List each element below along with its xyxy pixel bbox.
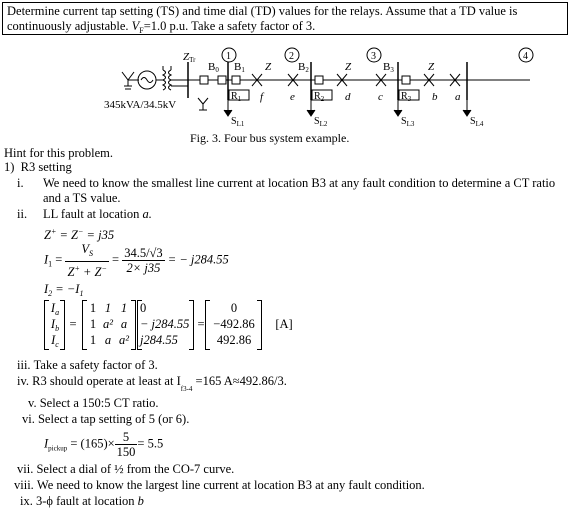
step-ii-num: ii. <box>17 207 28 221</box>
vf-symbol: V <box>131 19 140 33</box>
problem-text: continuously adjustable. <box>7 19 132 33</box>
step-i-text-2: and a TS value. <box>43 191 121 205</box>
step-ii-text: LL fault at location a. <box>43 207 152 221</box>
bus-b1-label: B1 <box>234 61 245 74</box>
bus-number-4: 4 <box>523 51 528 62</box>
problem-line-1: Determine current tap setting (TS) and time dial (TD) values for the relays. Assume that a TD value is <box>7 4 518 18</box>
step-vii: vii. Select a dial of ½ from the CO-7 curve. <box>17 462 235 476</box>
step-i-num: i. <box>17 176 24 190</box>
step-vi: vi. Select a tap setting of 5 (or 6). <box>22 412 190 426</box>
transformer-wye-icon <box>198 98 208 110</box>
ztr-label: ZTr <box>183 51 196 64</box>
step-i-text-1: We need to know the smallest line current at location B3 at any fault condition to determine a CT ratio <box>43 176 556 190</box>
step-iv: iv. R3 should operate at least at $I_{f3-4} =165$ A≈492.86/3. <box>17 374 287 393</box>
item-number: 1) <box>4 160 15 174</box>
fault-b-label: b <box>432 91 438 103</box>
bus-b3-label: B3 <box>383 61 394 74</box>
relay-r3-label: $R_3$ <box>401 91 412 103</box>
transformer-rating: 345kVA/34.5kV <box>104 99 177 111</box>
step-v: v. Select a 150:5 CT ratio. <box>28 396 159 410</box>
bus-b2-label: B2 <box>298 61 309 74</box>
bus-number-2: 2 <box>289 51 294 62</box>
fault-d-label: d <box>345 91 351 103</box>
bus-b0-label: B0 <box>208 61 219 74</box>
eq-pickup: $I_{pickup} = (165)\times$ $\frac{5}{150}$ = 5.5 <box>44 430 164 459</box>
vf-value: =1.0 p.u. Take a safety factor of 3. <box>143 19 316 33</box>
fault-c-label: c <box>378 91 383 103</box>
source-ground-icon <box>122 72 139 89</box>
load-sl2-label: $S_{L2}$ <box>314 116 328 128</box>
eq-i2: $I_2 = -I_1$ <box>44 282 84 298</box>
load-sl3-label: $S_{L3}$ <box>401 116 415 128</box>
relay-r2-label: $R_2$ <box>314 91 325 103</box>
figure-caption: Fig. 3. Four bus system example. <box>190 131 350 145</box>
vf-subscript: F <box>139 26 144 35</box>
fault-f-label: f <box>260 91 264 103</box>
bus-number-3: 3 <box>371 51 376 62</box>
z-label-2: Z <box>345 61 352 73</box>
z-label-3: Z <box>428 61 435 73</box>
eq-i1: $I_1$ = $\frac{V_S}{Z^+ + Z^-}$ = $\frac{34.5/√3}{2\times j35}$ = − j284.55 <box>44 242 229 279</box>
load-sl1-label: $S_{L1}$ <box>231 116 245 128</box>
step-iii: iii. Take a safety factor of 3. <box>17 358 158 372</box>
relay-r1-label: $R_1$ <box>231 91 242 103</box>
step-viii: viii. We need to know the largest line current at location B3 at any fault condition. <box>14 478 425 492</box>
eq-impedance: Z+ = Z− = j35 <box>44 227 115 242</box>
bus-number-1: 1 <box>226 51 231 62</box>
item-text: R3 setting <box>20 160 72 174</box>
step-ix: ix. 3-ϕ fault at location b <box>20 494 144 508</box>
z-label-1: Z <box>265 61 272 73</box>
hint-title: Hint for this problem. <box>4 146 114 160</box>
hint-item-1 <box>4 160 72 175</box>
four-bus-diagram <box>0 0 572 145</box>
load-sl4-label: $S_{L4}$ <box>470 116 484 128</box>
fault-e-label: e <box>290 91 295 103</box>
transformer-icon <box>163 66 171 90</box>
fault-a-label: a <box>455 91 461 103</box>
